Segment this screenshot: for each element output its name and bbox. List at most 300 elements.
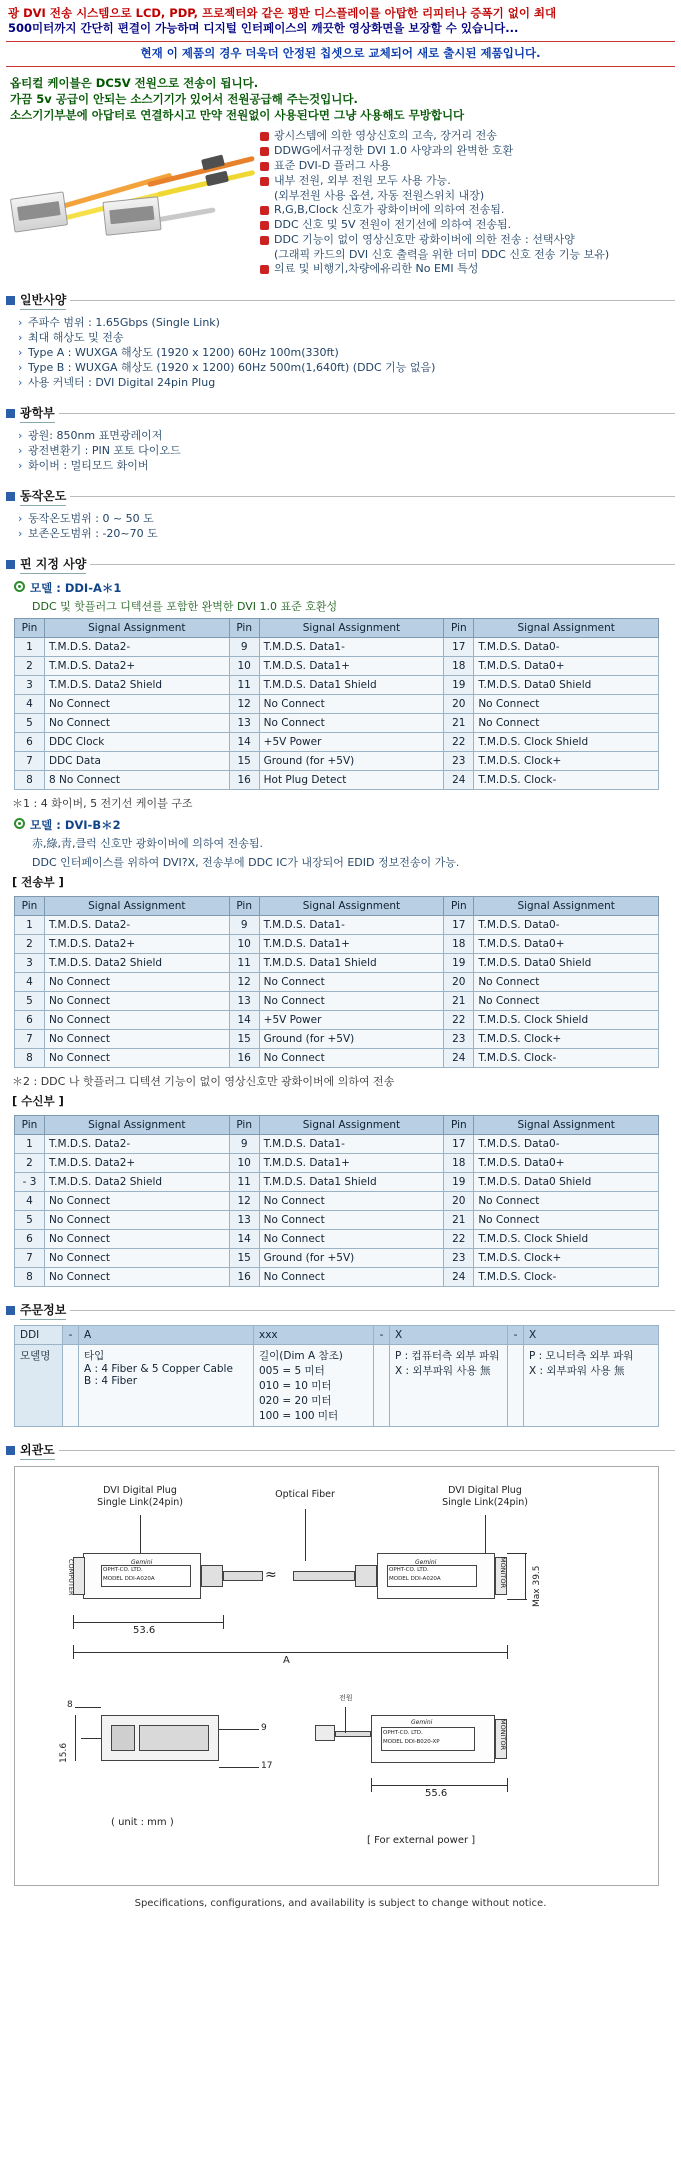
cell-pin: 21 (444, 714, 474, 733)
pin-table-ddi-a1 (14, 618, 659, 790)
model-description-line-2: DDC 인터페이스를 위하여 DVI?X, 전송부에 DDC IC가 내장되어 EDID 정보전송이 가능. (32, 856, 460, 869)
cell-pin: 19 (444, 954, 474, 973)
cell-pin: 12 (229, 695, 259, 714)
dim-15-6-label: 15.6 (59, 1742, 69, 1763)
cell-signal: T.M.D.S. Data0 Shield (474, 1173, 659, 1192)
cell-pin: 2 (15, 1154, 45, 1173)
cell-pin: 3 (15, 676, 45, 695)
cell-signal: T.M.D.S. Data2 Shield (45, 1173, 230, 1192)
cell-signal: T.M.D.S. Data2+ (45, 1154, 230, 1173)
cable-product-image (6, 129, 256, 249)
table-row (15, 935, 659, 954)
cell-pin: 7 (15, 752, 45, 771)
cell-signal: No Connect (45, 1268, 230, 1287)
right-plug-line-1: DVI Digital Plug (448, 1485, 522, 1496)
col-signal: Signal Assignment (474, 619, 659, 638)
cell-pin: 13 (229, 714, 259, 733)
spec-item: › 광전변환기 : PIN 포토 다이오드 (18, 443, 675, 458)
right-plug-line-2: Single Link(24pin) (442, 1497, 528, 1508)
col-pin: Pin (15, 1116, 45, 1135)
leader-line-fiber (305, 1509, 306, 1561)
dim-vertical-tick-top (507, 1553, 527, 1554)
feature-text: R,G,B,Clock 신호가 광화이버에 의하여 전송됨. (274, 203, 505, 216)
detail-connector-pinfield (139, 1725, 209, 1751)
cell-pin: 5 (15, 1211, 45, 1230)
monitor-label-2: MONITOR (499, 1719, 507, 1751)
col-signal: Signal Assignment (45, 897, 230, 916)
cell-signal: No Connect (474, 1192, 659, 1211)
cell-signal: T.M.D.S. Data2- (45, 1135, 230, 1154)
external-power-caption: [ For external power ] (367, 1835, 476, 1846)
cell-signal: T.M.D.S. Clock- (474, 771, 659, 790)
cell-pin: 23 (444, 1249, 474, 1268)
cell-signal: No Connect (474, 1211, 659, 1230)
cell-pin: 10 (229, 657, 259, 676)
dvi-connector-left-body (17, 201, 61, 221)
cell-signal: No Connect (45, 1192, 230, 1211)
cell-signal: +5V Power (259, 1011, 444, 1030)
cell-pin: 16 (229, 1268, 259, 1287)
feature-item (260, 218, 675, 232)
callout-9-line (219, 1729, 259, 1730)
table-row (15, 973, 659, 992)
col-signal: Signal Assignment (45, 619, 230, 638)
cell-pin: 23 (444, 752, 474, 771)
cell-signal: T.M.D.S. Data1- (259, 916, 444, 935)
outline-drawing (14, 1466, 659, 1886)
col-signal: Signal Assignment (259, 619, 444, 638)
cell-signal: T.M.D.S. Data1+ (259, 657, 444, 676)
cell-signal: No Connect (474, 695, 659, 714)
cell-pin: 24 (444, 1049, 474, 1068)
cell-pin: 11 (229, 676, 259, 695)
cell-pin: 22 (444, 733, 474, 752)
section-header-operating (6, 487, 675, 506)
spec-item: › Type A : WUXGA 해상도 (1920 x 1200) 60Hz 100m(330ft) (18, 345, 675, 360)
feature-text: 내부 전원, 외부 전원 모두 사용 가능. (274, 174, 451, 187)
section-rule (70, 496, 675, 497)
detail-left-lead (81, 1738, 101, 1739)
cell-pin: 11 (229, 954, 259, 973)
cell-signal: No Connect (259, 992, 444, 1011)
cell-pin: 24 (444, 1268, 474, 1287)
pin-table-transmitter (14, 896, 659, 1068)
spec-item: › 보존온도범위 : -20~70 도 (18, 526, 675, 541)
table-row (15, 771, 659, 790)
cell-signal: No Connect (259, 1230, 444, 1249)
table-row (15, 1030, 659, 1049)
dvi-connector-right-body (109, 206, 154, 225)
cell-signal: DDC Data (45, 752, 230, 771)
dvi-connector-right (102, 196, 161, 236)
table-row (15, 1192, 659, 1211)
section-header-pinspec (6, 555, 675, 574)
cell-signal: DDC Clock (45, 733, 230, 752)
square-icon (6, 492, 15, 501)
cell-signal: No Connect (259, 695, 444, 714)
cell-signal: No Connect (474, 992, 659, 1011)
dim-53-6-tick-left (73, 1615, 74, 1629)
dim-55-6-line (371, 1785, 507, 1786)
cell-signal: T.M.D.S. Data0+ (474, 935, 659, 954)
power-branch-line (345, 1707, 346, 1733)
divider-2 (6, 66, 675, 67)
spec-item: › 주파수 범위 : 1.65Gbps (Single Link) (18, 315, 675, 330)
cell-pin: 16 (229, 771, 259, 790)
brand-label-right: Gemini (415, 1559, 437, 1566)
pin-table-receiver (14, 1115, 659, 1287)
spec-item: › 화이버 : 멀티모드 화이버 (18, 458, 675, 473)
col-signal: Signal Assignment (474, 897, 659, 916)
table-row (15, 1011, 659, 1030)
cell-pin: 8 (15, 1268, 45, 1287)
section-rule (59, 1450, 675, 1451)
left-model-line-1: OPHT-CO. LTD. (103, 1567, 143, 1573)
square-icon (6, 560, 15, 569)
col-pin: Pin (229, 897, 259, 916)
power-jack (315, 1725, 335, 1741)
cell-signal: T.M.D.S. Data0- (474, 638, 659, 657)
dim-53-6-tick-right (223, 1615, 224, 1629)
fiber-label-text: Optical Fiber (275, 1489, 335, 1500)
cell-pin: 10 (229, 1154, 259, 1173)
table-row (15, 1345, 659, 1427)
dim-max-39-5: Max 39.5 (532, 1565, 542, 1607)
cell-signal: T.M.D.S. Data2+ (45, 935, 230, 954)
cell-signal: No Connect (45, 1211, 230, 1230)
cable-segment-right (293, 1571, 355, 1581)
order-col-pc-power: X (390, 1326, 508, 1345)
feature-item (260, 174, 675, 188)
bullet-circle-icon (14, 818, 25, 829)
cell-signal: T.M.D.S. Data2 Shield (45, 676, 230, 695)
cell-pin: 15 (229, 1249, 259, 1268)
order-col-length: xxx (254, 1326, 374, 1345)
cell-pin: 9 (229, 916, 259, 935)
col-pin: Pin (444, 1116, 474, 1135)
cable-tip-2 (205, 171, 229, 187)
cell-pin: 6 (15, 1230, 45, 1249)
bullet-icon (260, 221, 269, 230)
callout-17-label: 17 (261, 1761, 273, 1771)
left-plug-line-1: DVI Digital Plug (103, 1485, 177, 1496)
brand-label-left: Gemini (131, 1559, 153, 1566)
bullet-icon (260, 236, 269, 245)
general-spec-list (18, 315, 675, 390)
spec-item: › Type B : WUXGA 해상도 (1920 x 1200) 60Hz 500m(1,640ft) (DDC 기능 없음) (18, 360, 675, 375)
order-cell-type (79, 1345, 254, 1427)
bottom-model-line-2: MODEL DDI-B020-XP (383, 1739, 440, 1745)
cell-pin: 20 (444, 973, 474, 992)
type-title: 타입 (84, 1350, 105, 1362)
fiber-label (250, 1489, 360, 1501)
spec-item: › 광원: 850nm 표면광레이저 (18, 428, 675, 443)
cell-pin: 18 (444, 657, 474, 676)
cell-signal: T.M.D.S. Data2- (45, 916, 230, 935)
cell-pin: 19 (444, 676, 474, 695)
bullet-icon (260, 162, 269, 171)
cell-pin: 5 (15, 714, 45, 733)
brand-label-bottom: Gemini (411, 1719, 433, 1726)
table-row (15, 1230, 659, 1249)
feature-list (256, 129, 675, 277)
square-icon (6, 1306, 15, 1315)
cell-pin: 8 (15, 771, 45, 790)
dim-A-tick-left (73, 1645, 74, 1659)
cell-signal: T.M.D.S. Clock- (474, 1049, 659, 1068)
order-col-dash: - (63, 1326, 79, 1345)
col-signal: Signal Assignment (474, 1116, 659, 1135)
cell-pin: 6 (15, 733, 45, 752)
callout-17-line (219, 1767, 259, 1768)
section-rule (59, 413, 675, 414)
cell-pin: 6 (15, 1011, 45, 1030)
section-header-general (6, 291, 675, 310)
table-row (15, 714, 659, 733)
cell-pin: 12 (229, 1192, 259, 1211)
cell-pin: 8 (15, 1049, 45, 1068)
cell-signal: No Connect (259, 1049, 444, 1068)
square-icon (6, 1446, 15, 1455)
dim-15-6-line (75, 1715, 76, 1761)
cell-pin: 14 (229, 1230, 259, 1249)
power-line-1: 옵티컬 케이블은 DC5V 전원으로 전송이 됩니다. (10, 76, 259, 90)
left-strain-relief (201, 1565, 223, 1587)
optical-spec-list (18, 428, 675, 473)
cell-pin: 15 (229, 1030, 259, 1049)
col-pin: Pin (229, 619, 259, 638)
cell-pin: 24 (444, 771, 474, 790)
cell-signal: No Connect (45, 1011, 230, 1030)
power-cable (335, 1731, 371, 1737)
monitor-label: MONITOR (499, 1557, 507, 1589)
table-row (15, 695, 659, 714)
feature-text: 표준 DVI-D 플러그 사용 (274, 159, 391, 172)
cell-pin: 14 (229, 733, 259, 752)
order-cell-length (254, 1345, 374, 1427)
order-col-monitor-power: X (524, 1326, 659, 1345)
dim-A-tick-right (507, 1645, 508, 1659)
cell-signal: No Connect (45, 1249, 230, 1268)
dim-53-6-label: 53.6 (133, 1625, 156, 1636)
cell-pin: 3 (15, 954, 45, 973)
cell-signal: T.M.D.S. Data2+ (45, 657, 230, 676)
order-col-type: A (79, 1326, 254, 1345)
cell-pin: 4 (15, 1192, 45, 1211)
pc-power-x: X : 외부파워 사용 無 (395, 1365, 491, 1377)
table-row (15, 1049, 659, 1068)
bullet-icon (260, 206, 269, 215)
col-signal: Signal Assignment (45, 1116, 230, 1135)
cell-pin: 9 (229, 638, 259, 657)
power-branch-label: 전원 (339, 1694, 353, 1702)
order-col-dash-3: - (508, 1326, 524, 1345)
section-title: 광학부 (20, 404, 55, 423)
bullet-icon (260, 147, 269, 156)
table-header-row (15, 1116, 659, 1135)
bullet-icon (260, 132, 269, 141)
dim-53-6-line (73, 1622, 223, 1623)
length-020: 020 = 20 미터 (259, 1395, 332, 1407)
spec-item: › 최대 해상도 및 전송 (18, 330, 675, 345)
table-header-row (15, 897, 659, 916)
left-plug-label (75, 1485, 205, 1509)
cell-signal: No Connect (45, 1230, 230, 1249)
intro-block (8, 6, 675, 36)
cell-signal: No Connect (259, 1268, 444, 1287)
cell-signal: T.M.D.S. Data1 Shield (259, 1173, 444, 1192)
cell-pin: 7 (15, 1249, 45, 1268)
table-row (15, 1135, 659, 1154)
leader-line-left (140, 1515, 141, 1553)
operating-spec-list (18, 511, 675, 541)
notice-text: 현재 이 제품의 경우 더욱더 안정된 칩셋으로 교체되어 새로 출시된 제품입니다. (140, 46, 541, 60)
order-cell-blank (63, 1345, 79, 1427)
length-100: 100 = 100 미터 (259, 1410, 339, 1422)
section-title: 주문정보 (20, 1301, 66, 1320)
dim-8-leader (75, 1707, 101, 1708)
ordering-info-table (14, 1325, 659, 1427)
cell-pin: 16 (229, 1049, 259, 1068)
cell-signal: +5V Power (259, 733, 444, 752)
cell-signal: No Connect (259, 1192, 444, 1211)
feature-text: DDC 신호 및 5V 전원이 전기선에 의하여 전송됨. (274, 218, 512, 231)
cell-pin: 11 (229, 1173, 259, 1192)
table-row (15, 676, 659, 695)
cell-signal: T.M.D.S. Clock Shield (474, 1230, 659, 1249)
table-row (15, 1211, 659, 1230)
table-row (15, 638, 659, 657)
feature-item (260, 203, 675, 217)
square-icon (6, 409, 15, 418)
cell-signal: No Connect (45, 714, 230, 733)
type-b: B : 4 Fiber (84, 1375, 138, 1387)
cell-signal: T.M.D.S. Data1- (259, 638, 444, 657)
feature-row (6, 129, 675, 277)
cell-pin: 1 (15, 1135, 45, 1154)
cell-pin: 17 (444, 638, 474, 657)
feature-text: 광시스템에 의한 영상신호의 고속, 장거리 전송 (274, 129, 497, 142)
col-pin: Pin (229, 1116, 259, 1135)
cell-pin: 22 (444, 1011, 474, 1030)
section-title: 동작온도 (20, 487, 66, 506)
cell-pin: 4 (15, 695, 45, 714)
dim-vertical-line (525, 1553, 526, 1599)
right-model-line-2: MODEL DDI-A020A (389, 1576, 441, 1582)
cell-pin: 18 (444, 1154, 474, 1173)
power-line-2: 가끔 5v 공급이 안되는 소스기기가 있어서 전원공급해 주는것입니다. (10, 92, 358, 106)
dvi-connector-left (10, 191, 68, 232)
cell-signal: T.M.D.S. Clock+ (474, 1030, 659, 1049)
power-paragraph (10, 75, 675, 123)
left-model-line-2: MODEL DDI-A020A (103, 1576, 155, 1582)
section-rule (70, 1310, 675, 1311)
cell-signal: T.M.D.S. Clock Shield (474, 733, 659, 752)
cell-signal: T.M.D.S. Clock+ (474, 1249, 659, 1268)
feature-item (260, 233, 675, 247)
table-row (15, 752, 659, 771)
cell-pin: 21 (444, 992, 474, 1011)
feature-subtext: (외부전원 사용 옵션, 자동 전원스위치 내장) (274, 189, 485, 202)
cell-signal: Ground (for +5V) (259, 1030, 444, 1049)
cell-signal: T.M.D.S. Data0+ (474, 1154, 659, 1173)
cell-pin: 4 (15, 973, 45, 992)
cell-signal: T.M.D.S. Data1+ (259, 1154, 444, 1173)
divider (6, 41, 675, 42)
cell-signal: T.M.D.S. Data0+ (474, 657, 659, 676)
pc-power-p: P : 컴퓨터측 외부 파워 (395, 1350, 500, 1362)
cell-signal: T.M.D.S. Clock+ (474, 752, 659, 771)
feature-item (260, 129, 675, 143)
right-model-line-1: OPHT-CO. LTD. (389, 1567, 429, 1573)
cell-pin: 14 (229, 1011, 259, 1030)
cell-signal: No Connect (45, 695, 230, 714)
col-pin: Pin (444, 897, 474, 916)
section-title: 외관도 (20, 1441, 55, 1460)
table-row (15, 916, 659, 935)
model-dvi-b2 (14, 817, 675, 833)
cell-pin: 9 (229, 1135, 259, 1154)
col-pin: Pin (444, 619, 474, 638)
cell-pin: 19 (444, 1173, 474, 1192)
section-header-outline (6, 1441, 675, 1460)
cell-pin: 13 (229, 1211, 259, 1230)
dim-vertical-tick-bottom (507, 1599, 527, 1600)
cell-signal: T.M.D.S. Data0- (474, 1135, 659, 1154)
table-row (15, 1173, 659, 1192)
col-pin: Pin (15, 619, 45, 638)
cell-signal: T.M.D.S. Data2 Shield (45, 954, 230, 973)
cell-pin: 13 (229, 992, 259, 1011)
callout-9-label: 9 (261, 1723, 267, 1733)
square-icon (6, 296, 15, 305)
table-row (15, 954, 659, 973)
feature-item (260, 144, 675, 158)
cell-pin: 20 (444, 695, 474, 714)
feature-item (260, 159, 675, 173)
model-ddi-a1 (14, 580, 675, 596)
order-cell-blank-3 (508, 1345, 524, 1427)
cell-pin: 2 (15, 935, 45, 954)
feature-item (260, 262, 675, 276)
monitor-power-x: X : 외부파워 사용 無 (529, 1365, 625, 1377)
note-1: ＊1 : 4 화이버, 5 전기선 케이블 구조 (12, 797, 193, 810)
cell-pin: 10 (229, 935, 259, 954)
cell-pin: 21 (444, 1211, 474, 1230)
transmitter-label: [ 전송부 ] (12, 875, 64, 889)
cell-pin: 17 (444, 1135, 474, 1154)
bottom-model-line-1: OPHT-CO. LTD. (383, 1730, 423, 1736)
table-row (15, 657, 659, 676)
cell-signal: No Connect (474, 714, 659, 733)
cell-pin: 1 (15, 916, 45, 935)
note-2: ＊2 : DDC 나 핫플러그 디텍션 기능이 없이 영상신호만 광화이버에 의하여 전송 (12, 1075, 395, 1088)
cell-signal: No Connect (45, 1030, 230, 1049)
dim-55-6-tick-right (507, 1778, 508, 1792)
table-row (15, 992, 659, 1011)
model-name: 모델 : DVI-B＊2 (30, 818, 121, 832)
model-description-line-1: 赤,綠,靑,클럭 신호만 광화이버에 의하여 전송됨. (32, 837, 263, 850)
cell-signal: T.M.D.S. Data0 Shield (474, 954, 659, 973)
receiver-label: [ 수신부 ] (12, 1094, 64, 1108)
leader-line-right (485, 1515, 486, 1553)
cell-pin: 22 (444, 1230, 474, 1249)
cell-pin: 5 (15, 992, 45, 1011)
table-row (15, 1249, 659, 1268)
cell-pin: 1 (15, 638, 45, 657)
table-row (15, 1154, 659, 1173)
col-signal: Signal Assignment (259, 1116, 444, 1135)
